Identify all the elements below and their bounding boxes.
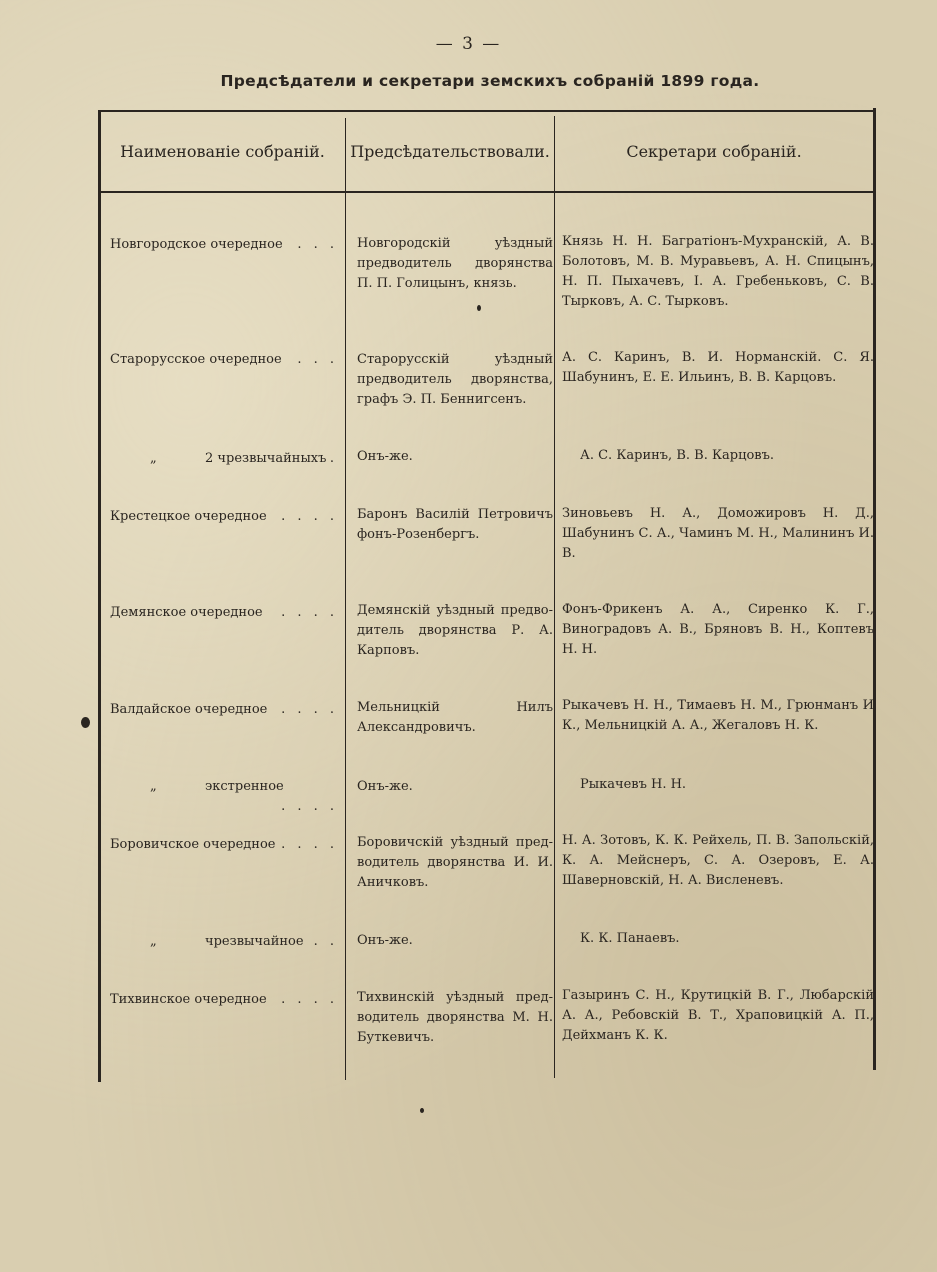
chair-cell: Боровичскій уѣздный предводитель дворянства И. И. Аничковъ. <box>357 835 553 890</box>
assembly-name: Демянское очередное <box>110 605 263 620</box>
assembly-cell <box>110 603 338 623</box>
secretaries-cell: Зиновьевъ Н. А., Доможировъ Н. Д., Шабунинъ С. А., Чаминъ М. Н., Малининъ И. В. <box>562 506 874 561</box>
secretaries-cell: Газыринъ С. Н., Крутицкій В. Г., Любарскій А. А., Ребовскій В. Т., Храповицкій А. П., Дейхманъ К. К. <box>562 988 874 1043</box>
ditto-mark: „ <box>150 451 157 466</box>
chair-cell: Баронъ Василій Петровичъ фонъ-Розенбергъ. <box>357 507 553 542</box>
assembly-name: Боровичское очередное <box>110 837 276 852</box>
ink-spot <box>477 305 481 311</box>
leader-dots: . . . <box>297 352 338 367</box>
header-chair: Предсѣдательствовали. <box>350 142 550 161</box>
leader-dots: . . . . <box>281 992 338 1007</box>
header-assembly: Наименованіе собраній. <box>120 142 325 161</box>
assembly-name: Валдайское очередное <box>110 702 268 717</box>
chair-cell: Мельницкій Нилъ Александровичъ. <box>357 700 553 735</box>
page-title: Предсѣдатели и секретари земскихъ собраній 1899 года. <box>220 72 760 90</box>
secretaries-cell: А. С. Каринъ, В. В. Карцовъ. <box>580 448 774 463</box>
chair-cell: Тихвинскій уѣздный предводитель дворянства М. Н. Буткевичъ. <box>357 990 553 1045</box>
secretaries-cell: К. К. Панаевъ. <box>580 931 680 946</box>
leader-dots: . . <box>313 934 338 949</box>
assembly-cell <box>110 700 338 720</box>
ink-spot <box>420 1108 424 1113</box>
assembly-name: Новгородское очередное <box>110 237 283 252</box>
header-bottom-rule <box>100 191 876 193</box>
secretaries-cell: А. С. Каринъ, В. И. Норманскій. С. Я. Шабунинъ, Е. Е. Ильинъ, В. В. Карцовъ. <box>562 350 874 385</box>
assembly-cell <box>110 990 338 1010</box>
secretaries-cell: Фонъ-Фрикенъ А. А., Сиренко К. Г., Виноградовъ А. В., Бряновъ В. Н., Коптевъ Н. Н. <box>562 602 874 657</box>
chair-cell: Старорусскій уѣздный предводитель дворянства, графъ Э. П. Беннигсенъ. <box>357 352 553 407</box>
chair-cell: Онъ-же. <box>357 449 413 464</box>
ditto-mark: „ <box>150 779 157 794</box>
table-left-border <box>98 112 101 1082</box>
assembly-cell <box>110 507 338 527</box>
chair-cell: Демянскій уѣздный предводитель дворянства Р. А. Карповъ. <box>357 603 553 658</box>
assembly-name: 2 чрезвычайныхъ <box>205 451 327 466</box>
assembly-cell <box>110 449 338 469</box>
chair-cell: Онъ-же. <box>357 933 413 948</box>
assembly-name: Тихвинское очередное <box>110 992 267 1007</box>
chair-cell: Новгородскій уѣздный предводитель дворянства П. П. Голицынъ, князь. <box>357 236 553 291</box>
assembly-name: Старорусское очередное <box>110 352 282 367</box>
leader-dots: . . . . <box>281 702 338 717</box>
page-number: — 3 — <box>435 34 502 54</box>
leader-dots: . . . . <box>281 509 338 524</box>
table-top-rule <box>98 110 876 112</box>
secretaries-cell: Рыкачевъ Н. Н. <box>580 777 687 792</box>
assembly-name: чрезвычайное <box>205 934 304 949</box>
assembly-cell <box>110 235 338 255</box>
column-divider-1 <box>345 118 346 1080</box>
assembly-name: экстренное <box>205 779 284 794</box>
ditto-mark: „ <box>150 934 157 949</box>
secretaries-cell: Н. А. Зотовъ, К. К. Рейхель, П. В. Запольскій, К. А. Мейснеръ, С. А. Озеровъ, Е. А. Шаверновскій, Н. А. Висленевъ. <box>562 833 874 888</box>
assembly-cell <box>110 350 338 370</box>
chair-cell: Онъ-же. <box>357 779 413 794</box>
leader-dots: . . . . <box>281 837 338 852</box>
leader-dots: . . . <box>297 237 338 252</box>
ink-spot <box>81 717 90 728</box>
secretaries-cell: Рыкачевъ Н. Н., Тимаевъ Н. М., Грюнманъ И К., Мельницкій А. А., Жегаловъ Н. К. <box>562 698 874 733</box>
header-secretaries: Секретари собраній. <box>626 142 802 161</box>
leader-dots: . . . . <box>281 799 338 814</box>
assembly-cell <box>110 835 338 855</box>
column-divider-2 <box>554 116 555 1078</box>
assembly-cell <box>110 777 338 817</box>
leader-dots: . . . . <box>281 605 338 620</box>
leader-dots: . <box>329 451 338 466</box>
assembly-name: Крестецкое очередное <box>110 509 267 524</box>
secretaries-cell: Князь Н. Н. Багратіонъ-Мухранскій, А. В. Болотовъ, М. В. Муравьевъ, А. Н. Спицынъ, Н. П. Пыхачевъ, I. А. Гребеньковъ, С. В. Тырковъ, А. С. Тырковъ. <box>562 234 874 309</box>
assembly-cell <box>110 932 338 952</box>
